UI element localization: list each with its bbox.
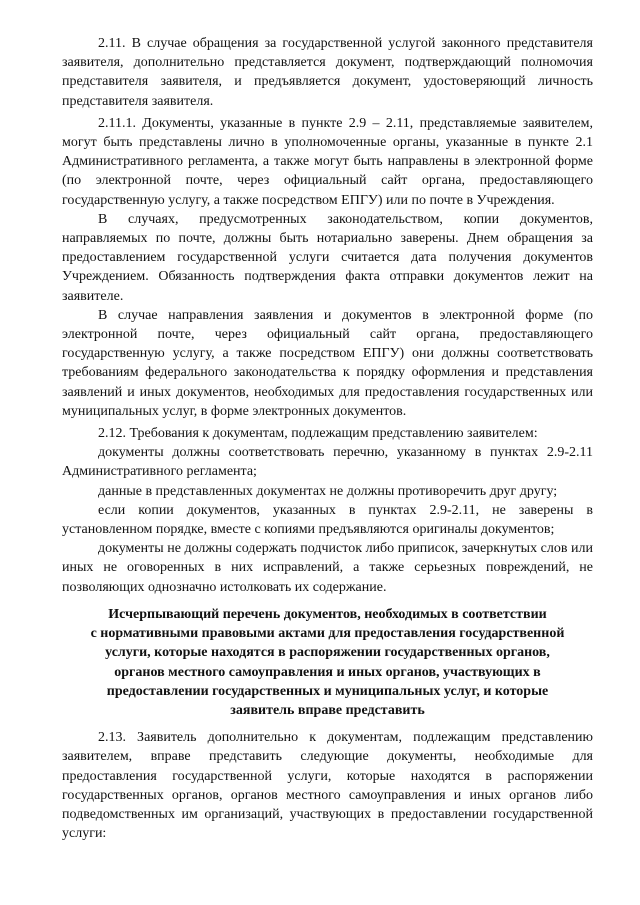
heading-line: услуги, которые находятся в распоряжении государственных органов, [105,645,550,661]
heading-line: органов местного самоуправления и иных органов, участвующих в [114,664,541,680]
requirement-item: если копии документов, указанных в пунктах 2.9-2.11, не заверены в установленном порядке, вместе с копиями предъявляются оригиналы документов; [62,502,593,538]
paragraph-electronic-form: В случае направления заявления и документов в электронной форме (по электронной почте, через официальный сайт органа, предоставляющего государственную услугу, а также посредством ЕПГУ) они должны соответствовать требованиям федерального законодательства к порядку оформления и представления заявлений и иных документов, необходимых для предоставления государственных или муниципальных услуг, в форме электронных документов. [62,307,593,419]
paragraph-notarized-copies: В случаях, предусмотренных законодательством, копии документов, направляемых по почте, должны быть нотариально заверены. Днем обращения за предоставлением государственной услуги считается дата получения документов Учреждением. Обязанность подтверждения факта отправки документов лежит на заявителе. [62,211,593,304]
section-heading [62,605,593,720]
document-page [62,34,593,846]
heading-line: заявитель вправе представить [230,702,425,718]
requirement-item: документы не должны содержать подчисток либо приписок, зачеркнутых слов или иных не оговоренных в них исправлений, а также серьезных повреждений, не позволяющих однозначно истолковать их содержание. [62,541,593,595]
paragraph-2-11: 2.11. В случае обращения за государственной услугой законного представителя заявителя, дополнительно представляется документ, подтверждающий полномочия представителя заявителя, и предъявляется документ, удостоверяющий личность представителя заявителя. [62,36,593,109]
paragraph-2-12: 2.12. Требования к документам, подлежащим представлению заявителем: [98,426,538,442]
paragraph-2-13: 2.13. Заявитель дополнительно к документам, подлежащим представлению заявителем, вправе представить следующие документы, необходимые для предоставления государственной услуги, которые находятся в распоряжении государственных органов, органов местного самоуправления и иных органов либо подведомственных им организаций, участвующих в предоставлении государственной услуги: [62,730,593,842]
requirement-item: документы должны соответствовать перечню, указанному в пунктах 2.9-2.11 Административного регламента; [62,445,593,480]
heading-line: предоставлении государственных и муниципальных услуг, и которые [106,683,549,699]
heading-line: Исчерпывающий перечень документов, необходимых в соответствии [108,606,547,622]
requirement-item: данные в представленных документах не должны противоречить друг другу; [98,483,558,499]
heading-line: с нормативными правовыми актами для предоставления государственной [90,626,565,642]
paragraph-2-11-1: 2.11.1. Документы, указанные в пункте 2.9 – 2.11, представляемые заявителем, могут быть представлены лично в уполномоченные органы, указанные в пункте 2.1 Административного регламента, а также могут быть направлены в электронной форме (по электронной почте, через официальный сайт органа, предоставляющего государственную услугу, а также посредством ЕПГУ) или по почте в Учреждения. [62,115,593,208]
